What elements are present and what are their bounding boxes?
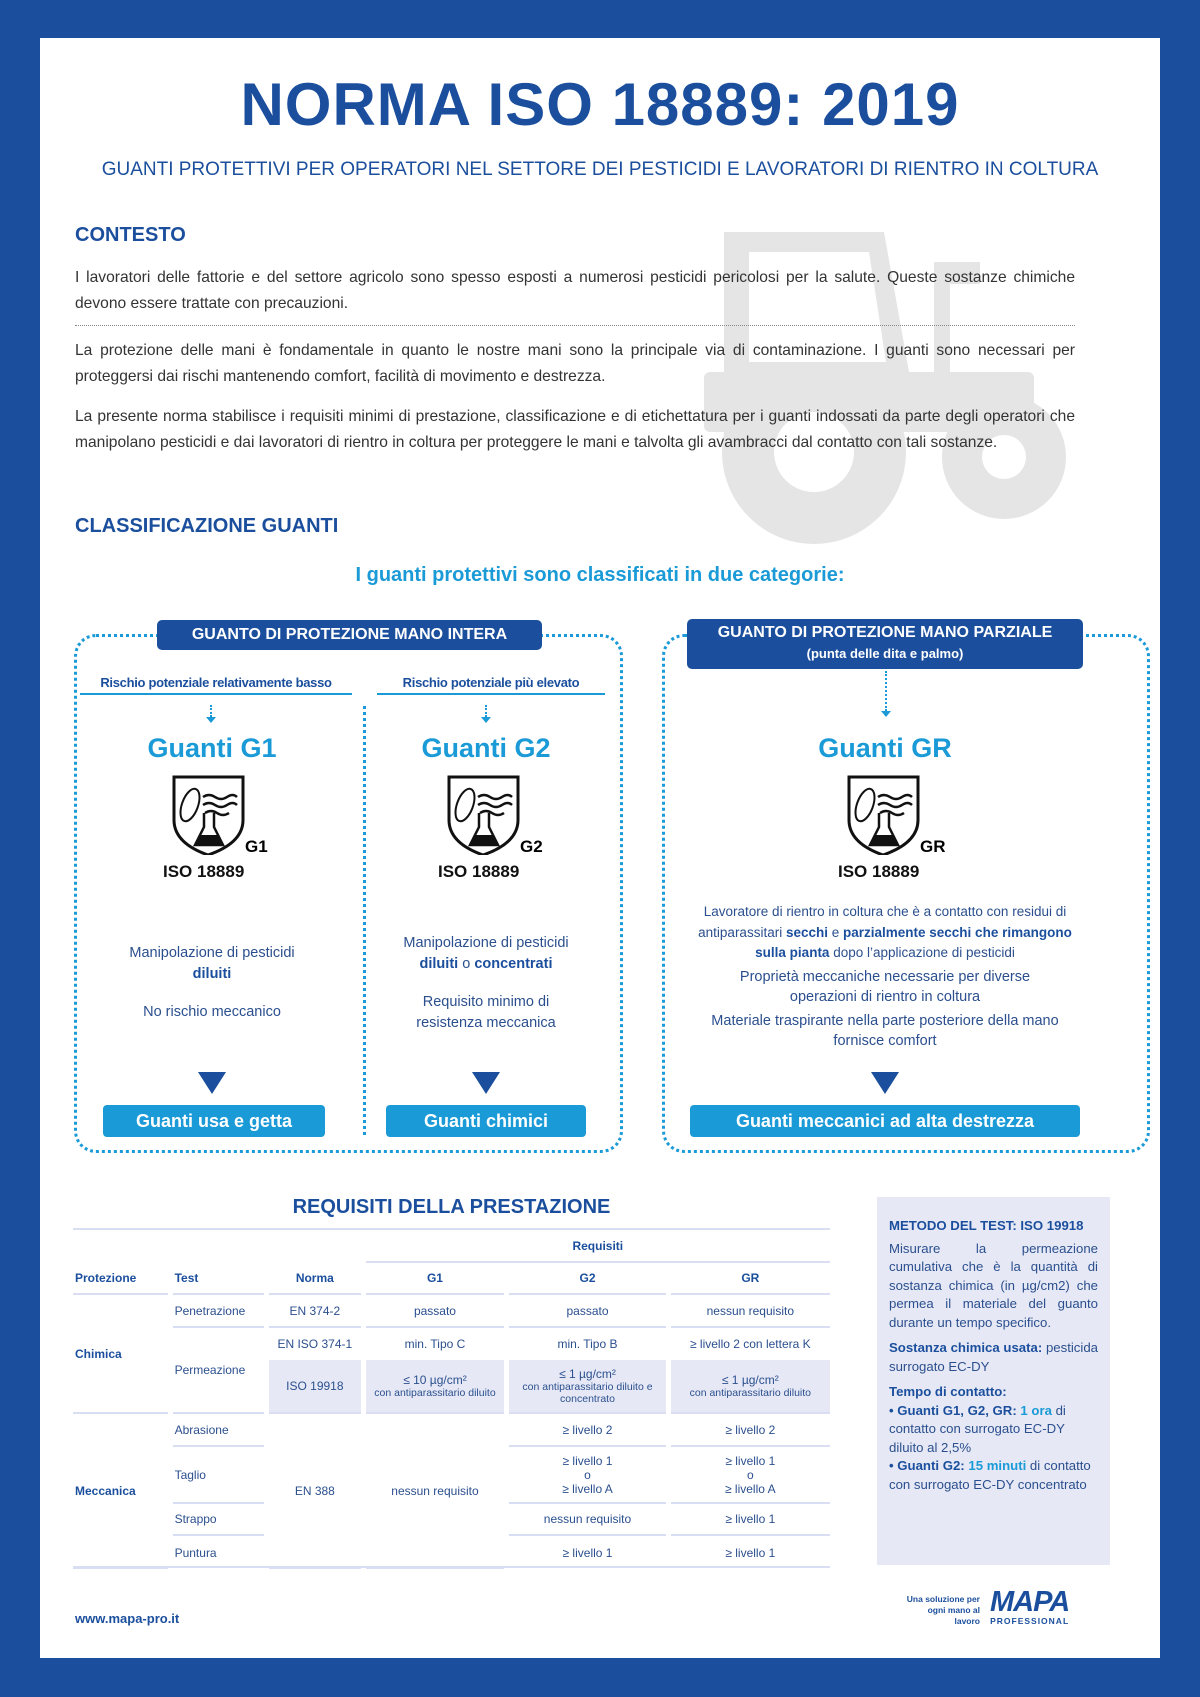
table-bottom-rule <box>73 1566 830 1568</box>
g1-title: Guanti G1 <box>147 733 277 763</box>
cell-line: ≥ livello 1 <box>562 1453 613 1468</box>
table-row <box>73 1295 830 1328</box>
gr-arrow-icon <box>881 671 891 717</box>
col-g2: G2 <box>509 1263 665 1295</box>
logo-subtext: PROFESSIONAL <box>990 1616 1070 1626</box>
cell: Penetrazione <box>173 1295 265 1328</box>
cell: ≥ livello 1 <box>671 1504 830 1536</box>
g1-mark: G1 <box>245 837 268 855</box>
requisiti-heading: REQUISITI DELLA PRESTAZIONE <box>292 1196 611 1218</box>
cell-note: con antiparassitario diluito <box>374 1387 496 1399</box>
shield-icon <box>171 775 271 855</box>
tempo-label: Tempo di contatto: <box>889 1384 1007 1399</box>
metodo-heading: METODO DEL TEST: ISO 19918 <box>889 1218 1084 1233</box>
bullet-1-label: • Guanti G1, G2, GR: <box>889 1402 1021 1418</box>
bullet-1-highlight: 1 ora <box>1020 1402 1052 1418</box>
g1-shield-icon <box>163 775 271 882</box>
mano-intera-label: GUANTO DI PROTEZIONE MANO INTERA <box>157 620 542 650</box>
cell-line: o <box>746 1467 754 1482</box>
g1-standard: ISO 18889 <box>163 862 245 881</box>
cell: ≥ livello 1 <box>562 1545 613 1560</box>
g1-risk-label: Rischio potenziale relativamente basso <box>80 675 352 695</box>
cell: Permeazione <box>173 1328 265 1414</box>
cell: nessun requisito <box>366 1414 505 1569</box>
cell-line: ≥ livello A <box>725 1481 776 1496</box>
cell: EN 388 <box>269 1414 361 1569</box>
g1-desc-bold: diluiti <box>192 966 232 982</box>
cell-value: ≤ 10 µg/cm² <box>403 1373 467 1387</box>
gr-desc-and: e <box>827 924 843 940</box>
g2-category-button[interactable]: Guanti chimici <box>386 1105 586 1137</box>
g2-desc-mecc: Requisito minimo di resistenza meccanica <box>416 994 556 1031</box>
mano-parziale-box <box>662 634 1150 1153</box>
contesto-paragraph-3: La presente norma stabilisce i requisiti minimi di prestazione, classificazione e di etichettatura per i guanti indossati da parte degli operatori che manipolano pesticidi e dai lavoratori di rientro in coltura per proteggere le mani e talvolta gli avambracci dal contatto con tali sostanze. <box>75 408 1075 451</box>
cell <box>509 1447 665 1504</box>
cell: ≥ livello 2 con lettera K <box>689 1337 811 1351</box>
cell <box>509 1360 665 1414</box>
g2-down-triangle-icon <box>472 1072 500 1094</box>
cell-line: ≥ livello 1 <box>725 1453 776 1468</box>
g1-category-button[interactable]: Guanti usa e getta <box>103 1105 325 1137</box>
table-header-row <box>73 1263 830 1295</box>
cell: Abrasione <box>173 1414 265 1447</box>
bullet-2-highlight: 15 minuti <box>968 1458 1027 1473</box>
gr-category-button[interactable]: Guanti meccanici ad alta destrezza <box>690 1105 1080 1137</box>
cell: passato <box>366 1295 505 1328</box>
gr-desc-comfort: Materiale traspirante nella parte posteriore della mano fornisce comfort <box>711 1012 1059 1049</box>
cell-line: o <box>584 1467 591 1482</box>
g2-risk-label: Rischio potenziale più elevato <box>377 675 605 695</box>
cell: Taglio <box>173 1447 265 1504</box>
gr-title: Guanti GR <box>818 733 952 763</box>
g2-mark: G2 <box>520 837 543 855</box>
shield-icon <box>846 775 946 855</box>
g2-description <box>374 933 598 1034</box>
mano-parziale-sublabel: (punta delle dita e palmo) <box>806 646 964 661</box>
cell: ≥ livello 2 <box>671 1414 830 1447</box>
website-link[interactable]: www.mapa-pro.it <box>75 1611 180 1626</box>
cell: nessun requisito <box>509 1504 665 1536</box>
gr-shield-icon <box>838 775 946 882</box>
cell: EN 374-2 <box>269 1295 361 1328</box>
cell: ≥ livello 1 <box>725 1545 776 1560</box>
gr-desc-end: dopo l’applicazione di pesticidi <box>829 945 1015 960</box>
gr-desc-bold-1: secchi <box>785 924 828 940</box>
g1-description <box>84 943 340 1023</box>
classificazione-intro: I guanti protettivi sono classificati in due categorie: <box>355 564 845 586</box>
gr-mark: GR <box>920 837 946 855</box>
gr-description <box>685 902 1085 1052</box>
g2-desc-bold-1: diluiti <box>419 956 459 972</box>
cell: min. Tipo B <box>557 1337 618 1351</box>
mano-parziale-title: GUANTO DI PROTEZIONE MANO PARZIALE <box>717 624 1053 641</box>
gr-desc-text: Lavoratore di rientro in coltura che è a contatto con residui di antiparassitari <box>698 904 1067 940</box>
contesto-paragraph-1: I lavoratori delle fattorie e del settore agricolo sono spesso esposti a numerosi pesticidi pericolosi per la salute. Queste sostanze chimiche devono essere trattate con precauzioni. <box>75 269 1075 312</box>
gr-desc-bold-2: parzialmente secchi che rimangono sulla pianta <box>755 924 1072 960</box>
g2-desc-line: Manipolazione di pesticidi <box>403 935 569 951</box>
cell <box>366 1360 505 1414</box>
col-test: Test <box>173 1263 265 1295</box>
requisiti-table <box>68 1230 835 1569</box>
bullet-2-label: • Guanti G2: <box>889 1458 969 1473</box>
cell: min. Tipo C <box>404 1337 466 1351</box>
column-divider <box>363 706 366 1135</box>
shield-icon <box>446 775 546 855</box>
col-gr: GR <box>671 1263 830 1295</box>
bullet-1-text: di contatto con surrogato EC-DY diluito al 2,5% <box>889 1402 1066 1455</box>
contesto-paragraph-2: La protezione delle mani è fondamentale in quanto le nostre mani sono la principale via di contaminazione. I guanti sono necessari per proteggersi dai rischi mantenendo comfort, facilità di movimento e destrezza. <box>75 342 1075 385</box>
cell: ISO 19918 <box>269 1360 361 1414</box>
contesto-heading: CONTESTO <box>75 224 186 246</box>
col-norma: Norma <box>269 1263 361 1295</box>
table-row <box>73 1328 830 1360</box>
poster <box>40 38 1160 1658</box>
cell: passato <box>509 1295 665 1328</box>
page-title: NORMA ISO 18889: 2019 <box>240 71 960 138</box>
g2-desc-bold-2: concentrati <box>474 956 553 972</box>
metodo-panel <box>877 1197 1110 1565</box>
sostanza-label: Sostanza chimica usata: <box>889 1340 1043 1355</box>
g1-down-triangle-icon <box>198 1072 226 1094</box>
cell-note: con antiparassitario diluito e concentrato <box>522 1381 653 1405</box>
cell-note: con antiparassitario diluito <box>689 1387 812 1399</box>
cell: Strappo <box>173 1504 265 1536</box>
footer-tagline: Una soluzione per ogni mano al lavoro <box>906 1594 980 1626</box>
cell: Puntura <box>174 1545 217 1560</box>
cell: ≥ livello 2 <box>509 1414 665 1447</box>
group-meccanica: Meccanica <box>73 1414 168 1569</box>
page-subtitle: GUANTI PROTETTIVI PER OPERATORI NEL SETTORE DEI PESTICIDI E LAVORATORI DI RIENTRO IN COLTURA <box>101 159 1099 180</box>
mano-intera-box <box>74 634 623 1153</box>
g1-desc-line: Manipolazione di pesticidi <box>129 945 295 961</box>
g2-shield-icon <box>438 775 546 882</box>
cell-value: ≤ 1 µg/cm² <box>559 1367 616 1381</box>
cell: nessun requisito <box>671 1295 830 1328</box>
classificazione-heading: CLASSIFICAZIONE GUANTI <box>75 515 339 537</box>
bullet-2-text: di contatto con surrogato EC-DY concentrato <box>889 1458 1091 1492</box>
cell-line: ≥ livello A <box>562 1481 613 1496</box>
table-row <box>73 1414 830 1447</box>
divider <box>75 325 1075 326</box>
gr-desc-mecc: Proprietà meccaniche necessarie per diverse operazioni di rientro in coltura <box>739 968 1031 1005</box>
group-chimica: Chimica <box>73 1295 168 1414</box>
gr-standard: ISO 18889 <box>838 862 920 881</box>
metodo-text: Misurare la permeazione cumulativa che è la quantità di sostanza chimica (in µg/cm2) che permea il materiale del guanto durante un tempo specifico. <box>889 1240 1098 1330</box>
gr-down-triangle-icon <box>871 1072 899 1094</box>
cell: EN ISO 374-1 <box>277 1337 353 1351</box>
g2-desc-or: o <box>458 956 475 972</box>
col-protezione: Protezione <box>73 1263 168 1295</box>
col-g1: G1 <box>366 1263 505 1295</box>
cell <box>671 1360 830 1414</box>
mapa-logo <box>990 1588 1069 1626</box>
g1-arrow-icon <box>206 705 216 723</box>
cell <box>671 1447 830 1504</box>
mano-parziale-label <box>687 619 1083 669</box>
g1-desc-mecc: No rischio meccanico <box>143 1004 281 1020</box>
g2-title: Guanti G2 <box>421 733 551 763</box>
g2-arrow-icon <box>481 705 491 723</box>
logo-text: MAPA <box>990 1586 1070 1618</box>
cell-value: ≤ 1 µg/cm² <box>721 1373 779 1387</box>
g2-standard: ISO 18889 <box>438 862 520 881</box>
group-header: Requisiti <box>366 1230 830 1263</box>
sostanza-value: pesticida surrogato EC-DY <box>889 1340 1098 1374</box>
